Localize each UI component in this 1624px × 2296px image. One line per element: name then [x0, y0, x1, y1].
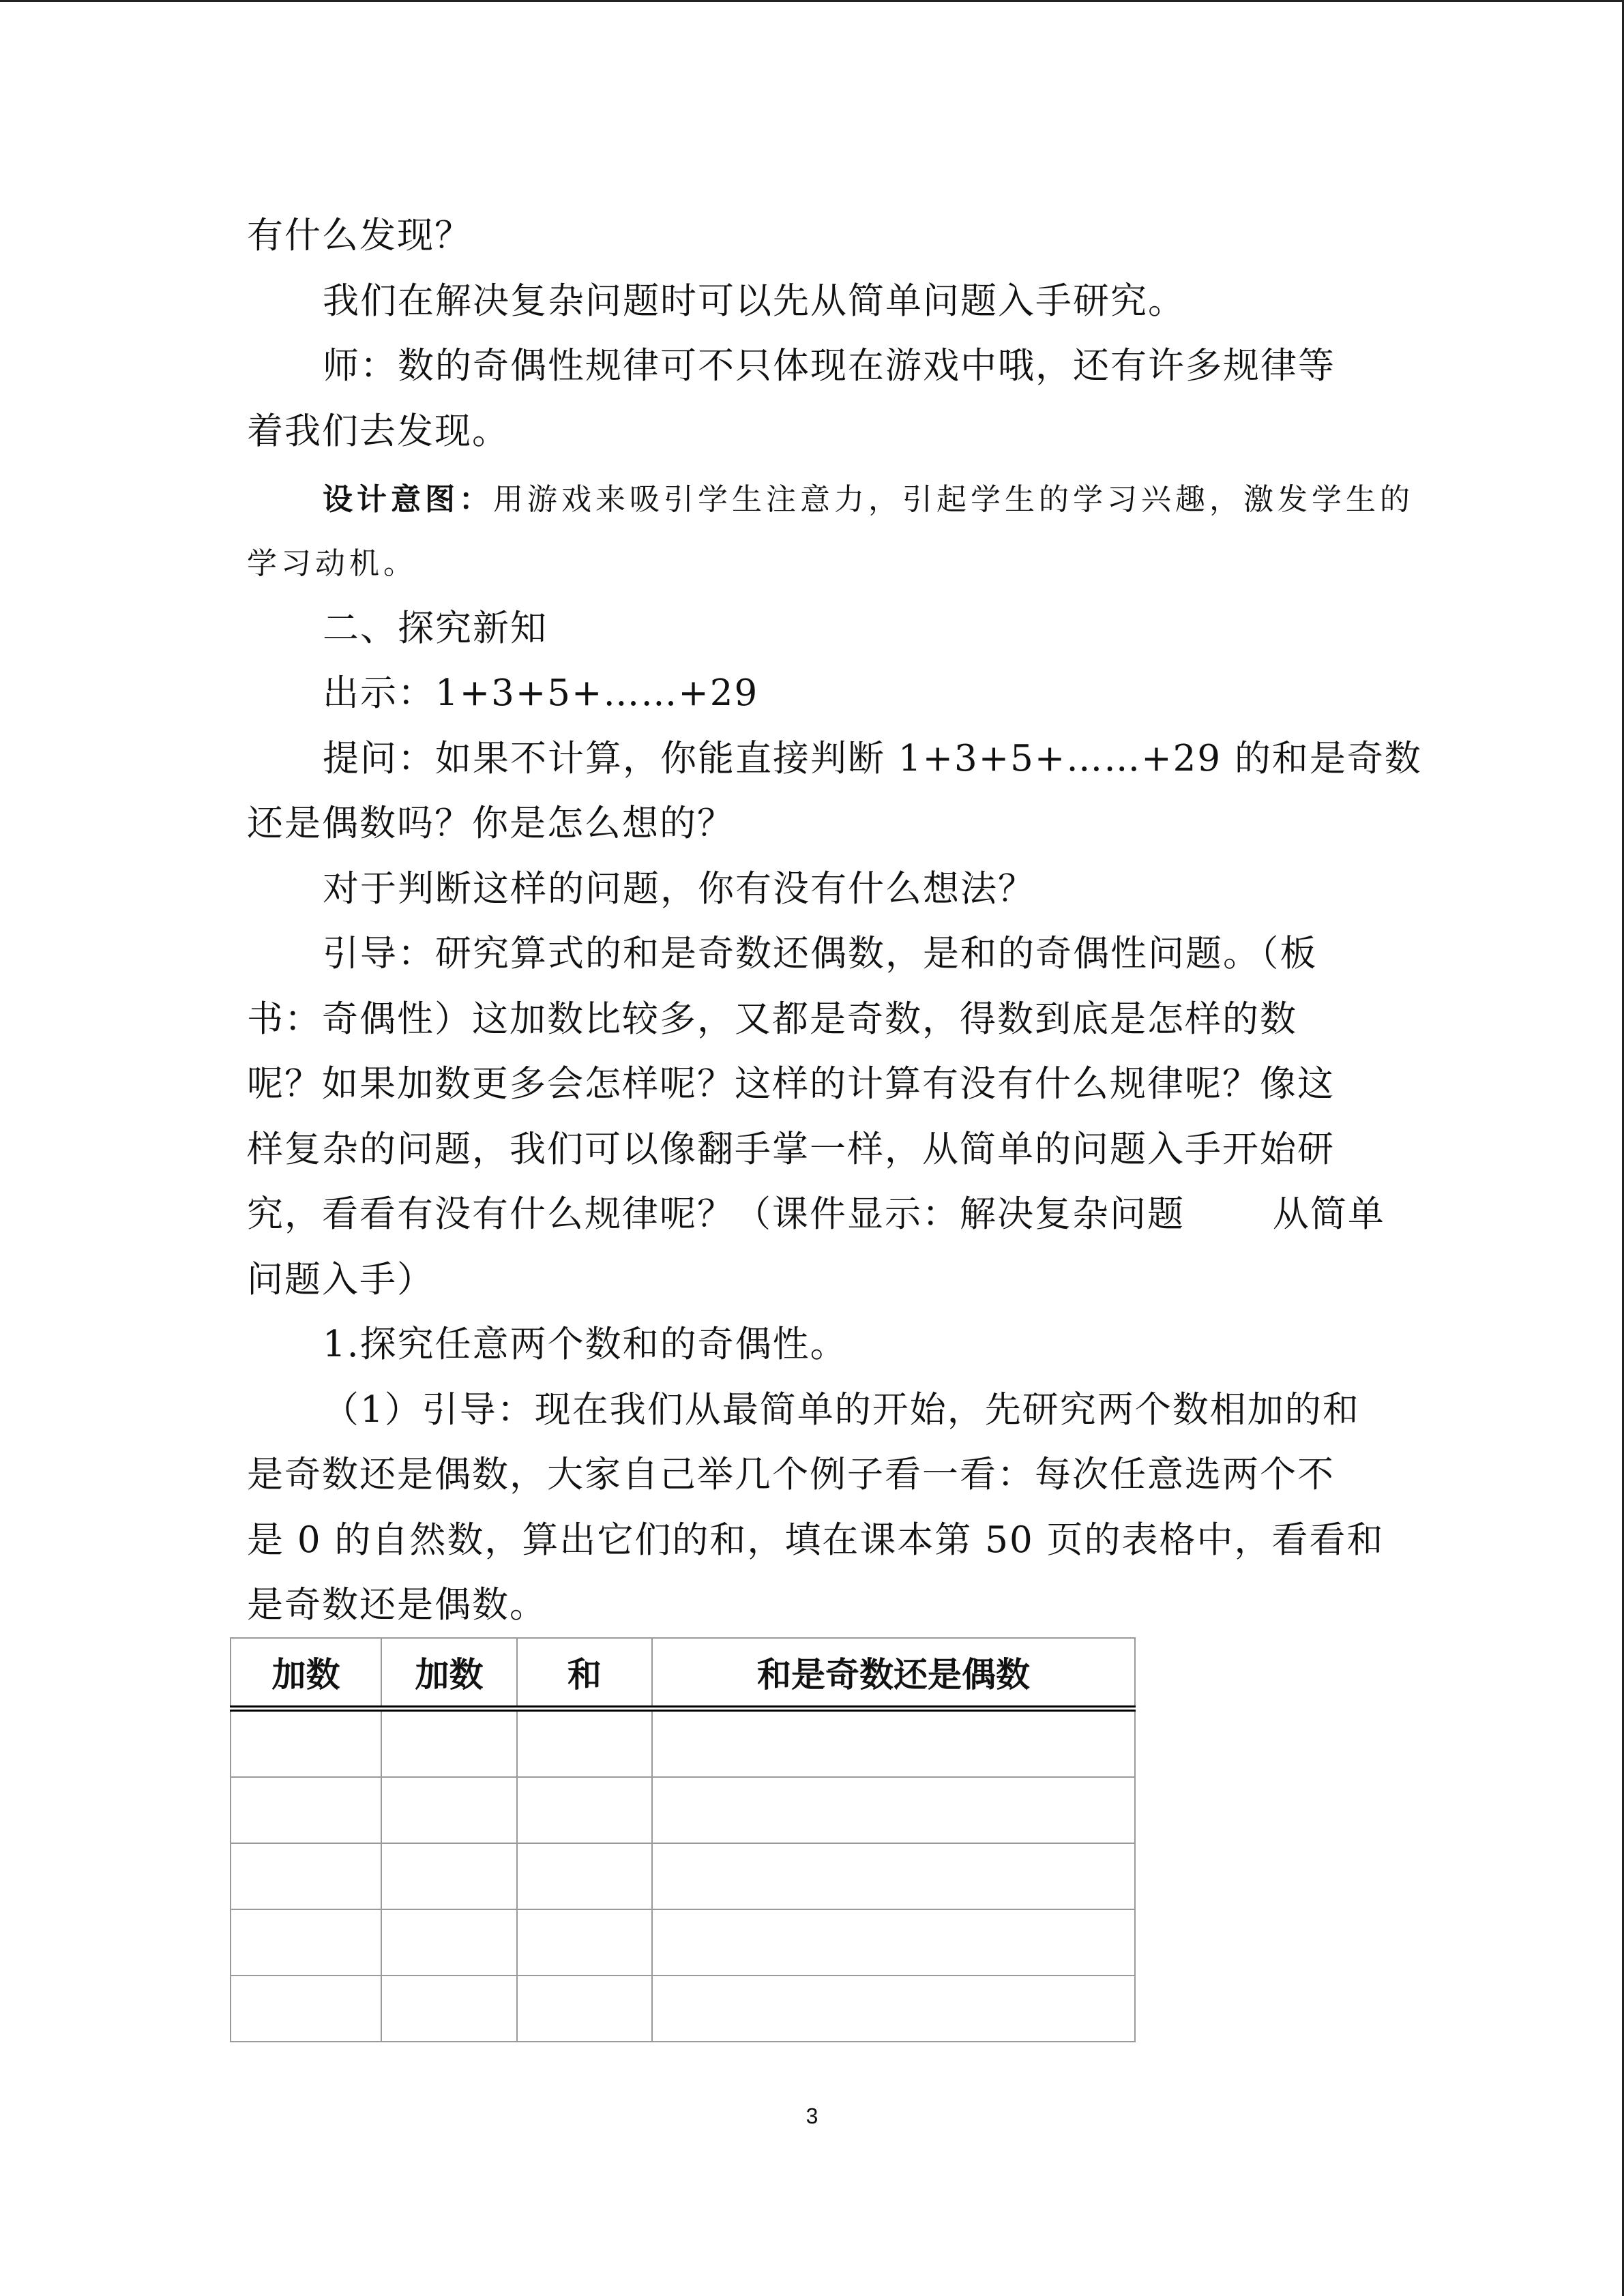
table-row	[231, 1709, 1135, 1778]
table-cell	[381, 1777, 517, 1843]
table-cell	[231, 1976, 381, 2042]
paragraph-line: 样复杂的问题，我们可以像翻手掌一样，从简单的问题入手开始研	[247, 1129, 1335, 1170]
paragraph-line: 是 0 的自然数，算出它们的和，填在课本第 50 页的表格中，看看和	[247, 1519, 1385, 1561]
table-cell	[517, 1909, 652, 1976]
page-number: 3	[806, 2104, 818, 2128]
table-cell	[517, 1976, 652, 2042]
table-cell	[231, 1777, 381, 1843]
paragraph-line: 还是偶数吗？你是怎么想的？	[247, 803, 735, 844]
table-cell	[517, 1843, 652, 1909]
paragraph-line: 对于判断这样的问题，你有没有什么想法？	[323, 868, 1035, 910]
paragraph-line: 问题入手）	[247, 1259, 434, 1300]
table-cell	[652, 1909, 1135, 1976]
design-note-label: 设计意图：	[323, 482, 493, 517]
header-addend-1: 加数	[231, 1638, 381, 1709]
paragraph-line: 提问：如果不计算，你能直接判断 1+3+5+……+29 的和是奇数	[323, 738, 1422, 779]
table-row	[231, 1843, 1135, 1909]
paragraph-line: 是奇数还是偶数，大家自己举几个例子看一看：每次任意选两个不	[247, 1454, 1335, 1495]
table-cell	[652, 1843, 1135, 1909]
table-cell	[381, 1709, 517, 1778]
header-addend-2: 加数	[381, 1638, 517, 1709]
section-heading: 二、探究新知	[323, 608, 548, 649]
table-row	[231, 1976, 1135, 2042]
table-cell	[517, 1777, 652, 1843]
table-cell	[652, 1976, 1135, 2042]
paragraph-line: 引导：研究算式的和是奇数还偶数，是和的奇偶性问题。（板	[323, 933, 1318, 974]
design-note-text: 用游戏来吸引学生注意力，引起学生的学习兴趣，激发学生的	[493, 482, 1414, 517]
paragraph-line: （1）引导：现在我们从最简单的开始，先研究两个数相加的和	[323, 1389, 1360, 1431]
paragraph-line: 呢？如果加数更多会怎样呢？这样的计算有没有什么规律呢？像这	[247, 1063, 1335, 1105]
table-cell	[652, 1777, 1135, 1843]
paragraph-line: 师：数的奇偶性规律可不只体现在游戏中哦，还有许多规律等	[323, 345, 1335, 387]
paragraph-line: 有什么发现？	[247, 215, 472, 256]
paragraph-line: 书：奇偶性）这加数比较多，又都是奇数，得数到底是怎样的数	[247, 998, 1297, 1040]
header-sum: 和	[517, 1638, 652, 1709]
addends-sum-table	[230, 1637, 1136, 2042]
paragraph-line: 着我们去发现。	[247, 411, 510, 452]
table-cell	[652, 1709, 1135, 1778]
paragraph-line: 我们在解决复杂问题时可以先从简单问题入手研究。	[323, 280, 1185, 322]
design-note-line	[323, 479, 1482, 520]
table-cell	[381, 1976, 517, 2042]
table-header-row	[231, 1638, 1135, 1709]
table-cell	[517, 1709, 652, 1778]
table-cell	[231, 1909, 381, 1976]
header-parity: 和是奇数还是偶数	[652, 1638, 1135, 1709]
table-cell	[381, 1909, 517, 1976]
table-row	[231, 1777, 1135, 1843]
table-cell	[381, 1843, 517, 1909]
paragraph-line: 1.探究任意两个数和的奇偶性。	[323, 1324, 848, 1365]
table-cell	[231, 1709, 381, 1778]
paragraph-line: 是奇数还是偶数。	[247, 1584, 547, 1626]
paragraph-line: 出示：1+3+5+……+29	[323, 672, 759, 714]
table-cell	[231, 1843, 381, 1909]
paragraph-line: 究，看看有没有什么规律呢？（课件显示：解决复杂问题 从简单	[247, 1193, 1385, 1235]
table-row	[231, 1909, 1135, 1976]
design-note-line: 学习动机。	[247, 546, 417, 581]
